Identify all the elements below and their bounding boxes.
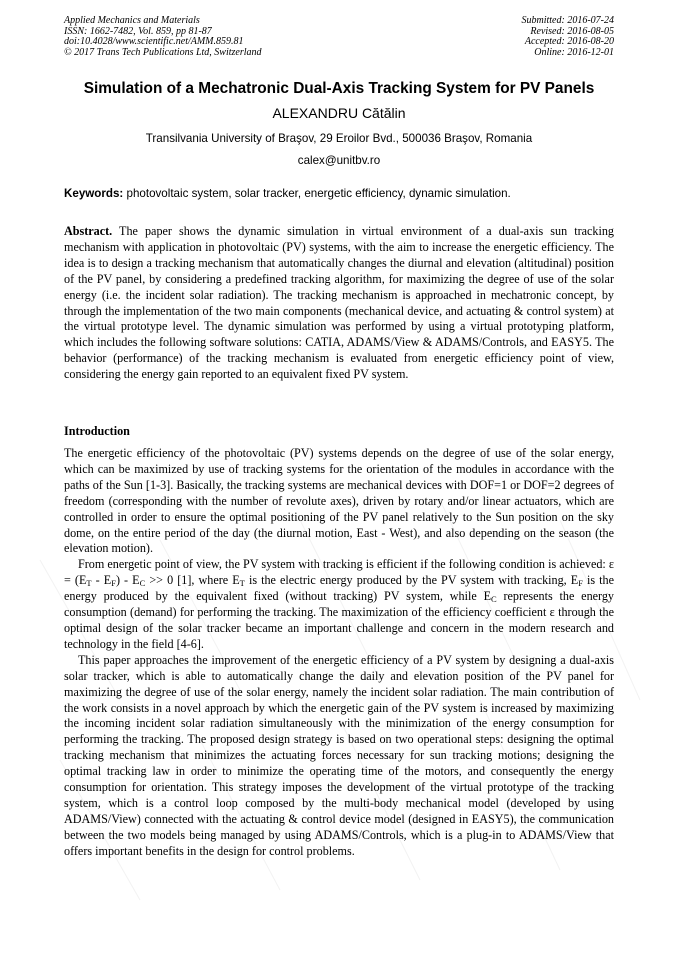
author-email: calex@unitbv.ro: [297, 154, 381, 167]
revised-date: Revised: 2016-08-05: [530, 25, 614, 37]
copyright: © 2017 Trans Tech Publications Ltd, Switzerland: [64, 46, 262, 58]
intro-paragraph-3: This paper approaches the improvement of the energetic efficiency of a PV system by designing a dual-axis solar tracker, which is able to automatically change the daily and elevation position of the PV panel for maximizing the degree of use of the solar energy, namely the incident solar radiation. The main contribution of the work consists in a novel approach by which the energetic gain of the PV system is increased by maximizing the incoming incident solar radiation simultaneously with the minimization of the energy consumption for performing the tracking. The proposed design strategy is based on two operational steps: designing the optimal tracking mechanism that minimizes the actuating forces necessary for sun tracking motions; designing the optimal tracking law in order to minimize the operating time of the motors, and consequently the energy consumption for orientation. This strategy imposes the development of the virtual prototype of the tracking system, which is a control loop composed by the multi-body mechanical model (developed by using ADAMS/View) connected with the actuating & control device model (designed in EASY5), the communication between the two models being managed by using ADAMS/Controls, which is a plug-in to ADAMS/View that offers important benefits in the design for control problems.: [64, 652, 614, 858]
affiliation: Transilvania University of Braşov, 29 Eroilor Bvd., 500036 Braşov, Romania: [145, 132, 533, 145]
sub-t: T: [239, 578, 245, 589]
section-heading-introduction: Introduction: [64, 424, 130, 438]
keywords-label: Keywords:: [64, 187, 124, 200]
intro-paragraph-2: [64, 557, 614, 652]
sub-c: C: [490, 594, 497, 605]
introduction-body: [64, 446, 614, 860]
p2-part: - E: [91, 573, 112, 588]
intro-paragraph-1: The energetic efficiency of the photovoltaic (PV) systems depends on the degree of use of the solar energy, which can be maximized by use of tracking systems for the orientation of the modules in accordance with the paths of the Sun [1-3]. Basically, the tracking systems are mechanical devices with DOF=1 or DOF=2 degrees of freedom (corresponding with the number of revolute axes), driven by rotary and/or linear actuators, which are controlled in order to ensure the optimal positioning of the PV panel relatively to the Sun position on the sky dome, on the entire period of the day (the diurnal motion, East - West), and also depending on the season (the elevation motion).: [64, 446, 614, 556]
abstract: [64, 224, 614, 383]
issn: ISSN: 1662-7482, Vol. 859, pp 81-87: [64, 25, 212, 37]
abstract-text: The paper shows the dynamic simulation in virtual environment of a dual-axis sun tracking mechanism with application in photovoltaic (PV) systems, with the aim to increase the energetic efficiency. The idea is to design a tracking mechanism that automatically changes the diurnal and elevation (altitudinal) position of the PV panel, by considering a predefined tracking algorithm, for maximizing the degree of use of the solar energy (i.e. the incident solar radiation). The tracking mechanism is approached in mechatronic concept, by through the implementation of the two main components (mechanical device, and actuating & control system) at the virtual prototype level. The dynamic simulation was performed by using a virtual prototyping platform, which includes the following software solutions: CATIA, ADAMS/View & ADAMS/Controls, and EASY5. The behavior (performance) of the tracking mechanism is evaluated from energetic efficiency point of view, considering the energy gain reported to an equivalent fixed PV system.: [64, 224, 614, 382]
paper-title: Simulation of a Mechatronic Dual-Axis Tracking System for PV Panels: [83, 80, 595, 97]
keywords-text: photovoltaic system, solar tracker, energetic efficiency, dynamic simulation.: [123, 187, 511, 200]
accepted-date: Accepted: 2016-08-20: [524, 36, 614, 47]
journal-name: Applied Mechanics and Materials: [64, 15, 200, 26]
p2-part: ) - E: [115, 573, 140, 588]
sub-f: F: [578, 578, 583, 589]
sub-t: T: [86, 578, 92, 589]
sub-c: C: [139, 578, 146, 589]
dates-info: [522, 16, 615, 58]
submitted-date: Submitted: 2016-07-24: [521, 15, 614, 26]
sub-f: F: [111, 578, 116, 589]
journal-info: [64, 16, 262, 58]
p2-part: represents the energy consumption (demand) for performing the tracking. The maximization of the efficiency coefficient ε through the optimal design of the solar tracker became an important challenge and concern in the modern research and technology in the field [4-6].: [64, 589, 614, 651]
p2-part: >> 0 [1], where E: [145, 573, 240, 588]
p2-part: is the electric energy produced by the PV system with tracking, E: [244, 573, 579, 588]
p2-part: From energetic point of view, the PV system with tracking is efficient if the following condition is achieved: ε = (E: [64, 557, 614, 588]
online-date: Online: 2016-12-01: [534, 46, 614, 58]
keywords: [64, 187, 614, 200]
abstract-label: Abstract.: [64, 224, 113, 238]
doi: doi:10.4028/www.scientific.net/AMM.859.81: [64, 36, 244, 47]
p2-part: is the energy produced by the equivalent fixed (without tracking) PV system, while E: [64, 573, 615, 604]
author-name: ALEXANDRU Cătălin: [272, 105, 406, 121]
